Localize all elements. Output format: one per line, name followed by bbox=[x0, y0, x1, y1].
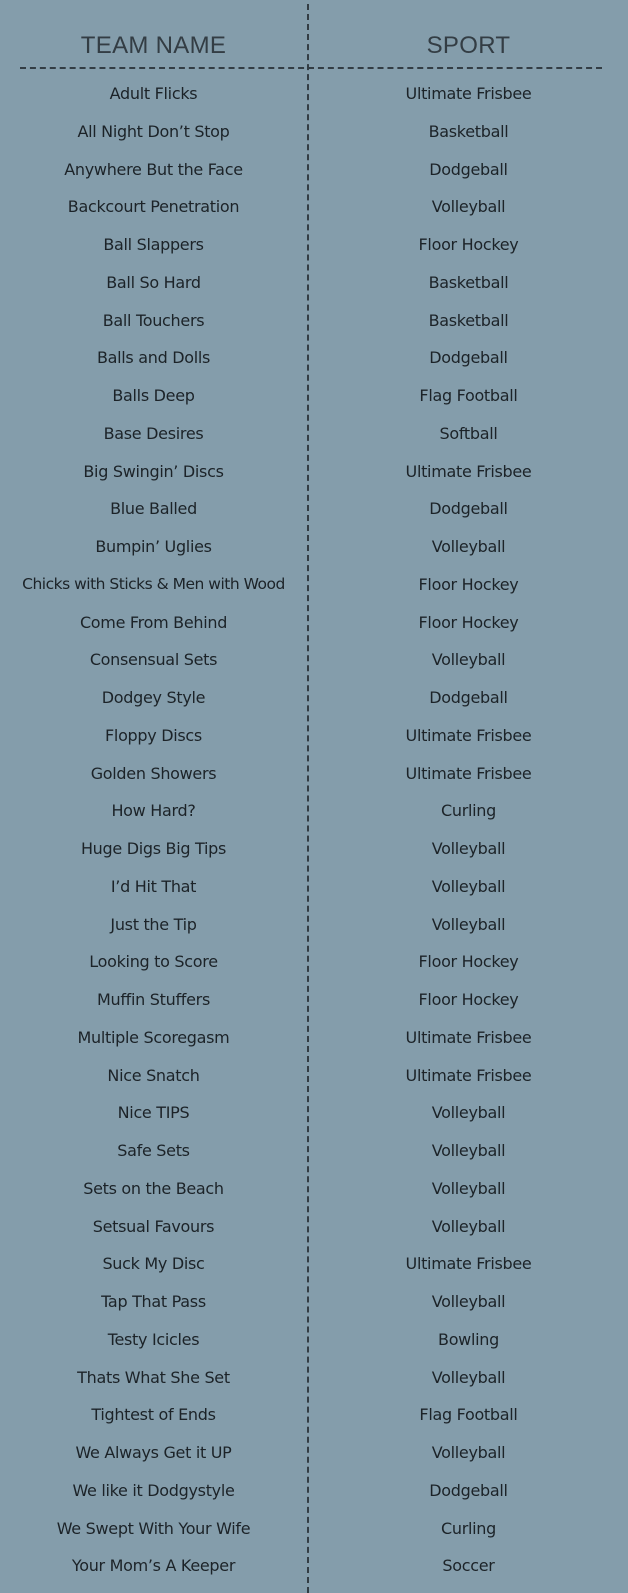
sport-cell: Ultimate Frisbee bbox=[405, 461, 532, 481]
team-table-body bbox=[0, 75, 628, 1585]
team-name-cell: Bumpin’ Uglies bbox=[95, 537, 212, 556]
table-row bbox=[0, 906, 628, 944]
table-row bbox=[0, 1170, 628, 1208]
table-row bbox=[0, 453, 628, 491]
team-name-cell: Floppy Discs bbox=[105, 725, 202, 745]
team-name-cell: Ball So Hard bbox=[106, 272, 201, 292]
team-name-cell: Tightest of Ends bbox=[91, 1405, 216, 1425]
sport-cell: Bowling bbox=[438, 1329, 499, 1349]
team-name-cell: We Swept With Your Wife bbox=[56, 1518, 251, 1538]
sport-cell: Floor Hockey bbox=[418, 574, 519, 594]
sport-cell: Ultimate Frisbee bbox=[405, 725, 532, 745]
header-divider bbox=[20, 67, 602, 69]
table-row bbox=[0, 339, 628, 377]
table-row bbox=[0, 1057, 628, 1095]
table-row bbox=[0, 566, 628, 604]
team-name-cell: Safe Sets bbox=[117, 1141, 190, 1160]
sport-cell: Volleyball bbox=[431, 839, 506, 858]
team-name-cell: Just the Tip bbox=[110, 914, 197, 934]
team-name-cell: Consensual Sets bbox=[89, 650, 218, 670]
table-row bbox=[0, 1472, 628, 1510]
team-name-cell: Huge Digs Big Tips bbox=[80, 839, 227, 858]
team-name-cell: We Always Get it UP bbox=[75, 1443, 232, 1462]
table-row bbox=[0, 226, 628, 264]
team-name-cell: Tap That Pass bbox=[101, 1292, 206, 1311]
sport-cell: Volleyball bbox=[431, 537, 506, 556]
team-name-cell: Base Desires bbox=[103, 423, 204, 443]
sport-cell: Softball bbox=[439, 423, 498, 443]
sport-cell: Ultimate Frisbee bbox=[405, 84, 532, 103]
sport-cell: Dodgeball bbox=[429, 1480, 508, 1500]
team-name-cell: Anywhere But the Face bbox=[64, 159, 243, 179]
sport-cell: Curling bbox=[441, 1518, 496, 1538]
team-name-cell: Balls Deep bbox=[112, 386, 195, 405]
team-name-cell: Balls and Dolls bbox=[96, 348, 211, 368]
team-name-cell: Thats What She Set bbox=[77, 1367, 230, 1387]
table-row bbox=[0, 641, 628, 679]
table-row bbox=[0, 1094, 628, 1132]
team-name-cell: How Hard? bbox=[111, 801, 196, 821]
team-name-cell: Your Mom’s A Keeper bbox=[71, 1556, 236, 1576]
table-row bbox=[0, 1208, 628, 1246]
sport-cell: Floor Hockey bbox=[418, 235, 519, 254]
table-row bbox=[0, 1245, 628, 1283]
sport-cell: Ultimate Frisbee bbox=[405, 1065, 532, 1085]
sport-cell: Ultimate Frisbee bbox=[405, 1254, 532, 1274]
table-row bbox=[0, 943, 628, 981]
team-name-cell: Nice Snatch bbox=[107, 1065, 200, 1085]
table-row bbox=[0, 1359, 628, 1397]
sport-cell: Flag Football bbox=[419, 386, 518, 405]
sport-cell: Soccer bbox=[442, 1556, 495, 1576]
team-name-cell: Backcourt Penetration bbox=[67, 197, 240, 217]
table-row bbox=[0, 490, 628, 528]
sport-cell: Floor Hockey bbox=[418, 990, 519, 1009]
sport-cell: Volleyball bbox=[431, 1292, 506, 1311]
sport-cell: Volleyball bbox=[431, 1367, 506, 1387]
sport-cell: Floor Hockey bbox=[418, 952, 519, 972]
sport-cell: Floor Hockey bbox=[418, 612, 519, 632]
team-name-cell: Sets on the Beach bbox=[83, 1178, 224, 1198]
team-name-cell: Suck My Disc bbox=[102, 1254, 205, 1274]
team-name-cell: Chicks with Sticks & Men with Wood bbox=[22, 574, 285, 593]
sport-cell: Volleyball bbox=[431, 1443, 506, 1462]
table-row bbox=[0, 1321, 628, 1359]
table-row bbox=[0, 755, 628, 793]
sport-cell: Volleyball bbox=[431, 197, 506, 217]
team-name-cell: Adult Flicks bbox=[109, 84, 198, 103]
table-row bbox=[0, 302, 628, 340]
team-name-cell: Nice TIPS bbox=[117, 1103, 190, 1123]
sport-cell: Ultimate Frisbee bbox=[405, 1027, 532, 1047]
team-name-cell: Blue Balled bbox=[110, 499, 197, 519]
table-row bbox=[0, 792, 628, 830]
table-row bbox=[0, 75, 628, 113]
table-row bbox=[0, 717, 628, 755]
team-name-cell: I’d Hit That bbox=[110, 876, 197, 896]
sport-cell: Volleyball bbox=[431, 876, 506, 896]
table-row bbox=[0, 377, 628, 415]
table-row bbox=[0, 830, 628, 868]
table-row bbox=[0, 1510, 628, 1548]
table-row bbox=[0, 1019, 628, 1057]
sport-cell: Volleyball bbox=[431, 914, 506, 934]
table-row bbox=[0, 151, 628, 189]
team-name-cell: Ball Touchers bbox=[102, 310, 205, 330]
team-name-cell: Golden Showers bbox=[90, 763, 217, 783]
sport-cell: Volleyball bbox=[431, 1178, 506, 1198]
team-name-cell: Setsual Favours bbox=[92, 1216, 215, 1236]
team-name-cell: Multiple Scoregasm bbox=[77, 1027, 230, 1047]
sport-cell: Dodgeball bbox=[429, 348, 508, 368]
sport-cell: Curling bbox=[441, 801, 496, 821]
table-row bbox=[0, 1434, 628, 1472]
sport-cell: Basketball bbox=[428, 272, 509, 292]
team-name-cell: We like it Dodgystyle bbox=[72, 1480, 235, 1500]
team-name-cell: All Night Don’t Stop bbox=[77, 121, 230, 141]
table-row bbox=[0, 981, 628, 1019]
sport-cell: Basketball bbox=[428, 310, 509, 330]
sport-cell: Basketball bbox=[428, 121, 509, 141]
table-row bbox=[0, 188, 628, 226]
sport-cell: Volleyball bbox=[431, 1141, 506, 1160]
table-row bbox=[0, 679, 628, 717]
table-row bbox=[0, 868, 628, 906]
sport-cell: Flag Football bbox=[419, 1405, 518, 1425]
sport-cell: Dodgeball bbox=[429, 688, 508, 707]
team-name-cell: Testy Icicles bbox=[107, 1329, 200, 1349]
table-row bbox=[0, 1547, 628, 1585]
table-row bbox=[0, 113, 628, 151]
team-name-cell: Dodgey Style bbox=[101, 688, 206, 707]
team-name-cell: Looking to Score bbox=[89, 952, 218, 972]
table-row bbox=[0, 1283, 628, 1321]
sport-header: SPORT bbox=[426, 32, 511, 59]
sport-cell: Dodgeball bbox=[429, 159, 508, 179]
team-name-header: TEAM NAME bbox=[80, 32, 227, 59]
table-row bbox=[0, 528, 628, 566]
sport-cell: Volleyball bbox=[431, 1216, 506, 1236]
sport-cell: Ultimate Frisbee bbox=[405, 763, 532, 783]
team-name-cell: Come From Behind bbox=[79, 612, 228, 632]
team-name-cell: Big Swingin’ Discs bbox=[83, 461, 224, 481]
table-row bbox=[0, 1132, 628, 1170]
sport-cell: Dodgeball bbox=[429, 499, 508, 519]
sport-cell: Volleyball bbox=[431, 650, 506, 670]
sport-cell: Volleyball bbox=[431, 1103, 506, 1123]
table-row bbox=[0, 264, 628, 302]
table-row bbox=[0, 604, 628, 642]
table-row bbox=[0, 1396, 628, 1434]
team-name-cell: Ball Slappers bbox=[103, 235, 204, 254]
team-name-cell: Muffin Stuffers bbox=[97, 990, 210, 1009]
table-row bbox=[0, 415, 628, 453]
